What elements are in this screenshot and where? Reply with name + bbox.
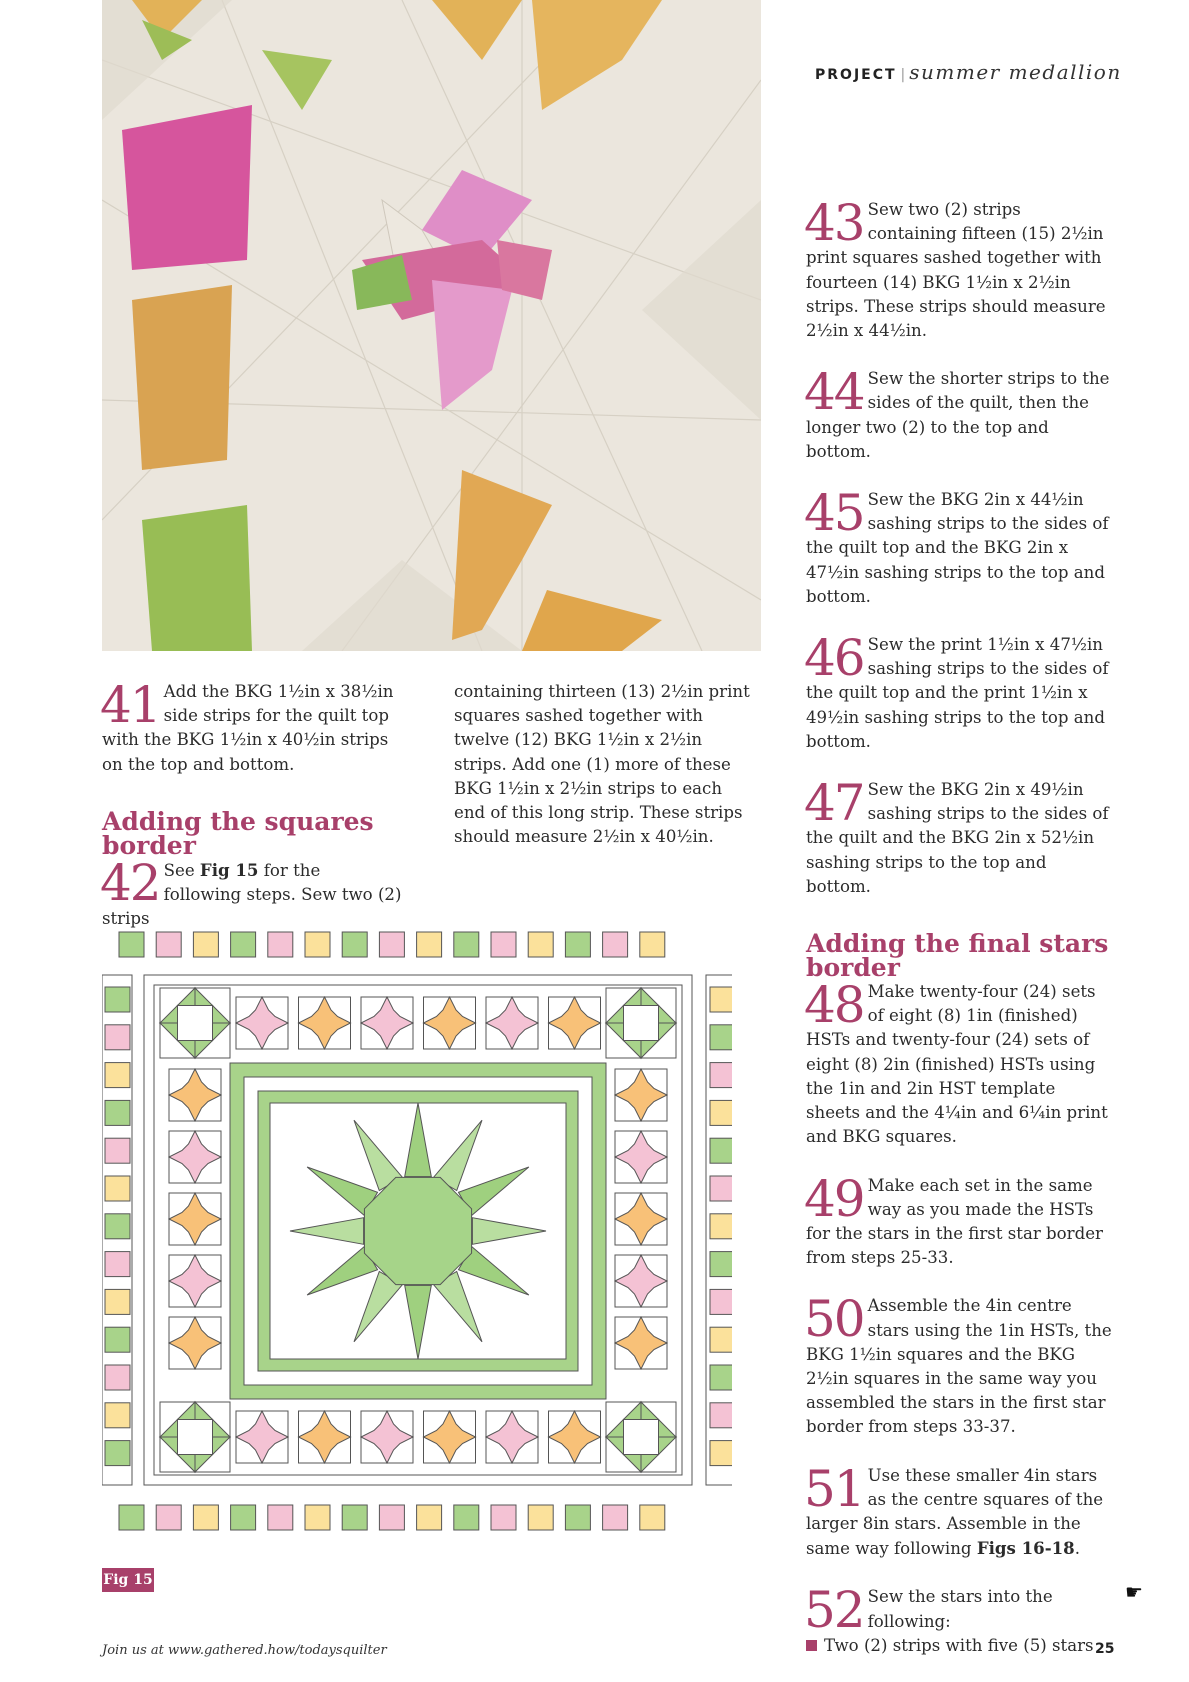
fig-15-diagram	[102, 915, 732, 1547]
section-heading-squares: Adding the squares border	[102, 806, 374, 860]
border-square	[417, 932, 442, 957]
border-square	[105, 1441, 130, 1466]
corner-star-center	[624, 1420, 659, 1455]
border-square	[105, 1403, 130, 1428]
border-square	[710, 1214, 732, 1239]
border-square	[105, 1365, 130, 1390]
step-text: Sew the BKG 2in x 49½in sashing strips to the sides of the quilt and the BKG 2in x 52½in sashing strips to the top and bottom.	[806, 780, 1109, 896]
border-square	[491, 1505, 516, 1530]
step-number: 42	[100, 853, 160, 912]
column-right	[804, 194, 1114, 1658]
border-square	[640, 1505, 665, 1530]
step-number: 47	[804, 774, 864, 833]
border-square	[105, 1214, 130, 1239]
border-square	[379, 1505, 404, 1530]
border-square	[565, 1505, 590, 1530]
border-square	[710, 1252, 732, 1277]
border-square	[710, 1063, 732, 1088]
step-text-pre: Use these smaller 4in stars as the centre squares of the larger 8in stars. Assemble in the same way following	[806, 1465, 1104, 1559]
border-square	[305, 1505, 330, 1530]
step-text-post: for the following steps. Sew two (2) strips	[102, 860, 402, 929]
border-square	[710, 1176, 732, 1201]
column-left	[100, 676, 402, 931]
step-number: 46	[804, 629, 864, 688]
border-square	[710, 1327, 732, 1352]
page-number: 25	[1095, 1641, 1115, 1657]
step-text: Sew the print 1½in x 47½in sashing strips to the sides of the quilt top and the print 1½in x 49½in sashing strips to the top and bottom.	[806, 635, 1109, 751]
border-square	[105, 1252, 130, 1277]
border-square	[105, 1025, 130, 1050]
step-number: 44	[804, 363, 864, 422]
border-square	[193, 1505, 218, 1530]
step-52	[804, 1581, 1114, 1640]
border-square	[105, 1327, 130, 1352]
border-square	[710, 1138, 732, 1163]
step-50	[804, 1290, 1114, 1439]
step-number: 45	[804, 484, 864, 543]
border-square	[710, 987, 732, 1012]
section-heading-final: Adding the final stars border	[806, 929, 1109, 983]
border-square	[528, 1505, 553, 1530]
border-square	[193, 932, 218, 957]
step-number: 48	[804, 976, 864, 1035]
step-text: Sew two (2) strips containing fifteen (15) 2½in print squares sashed together with fourteen (14) BKG 1½in x 2½in strips. These strips should measure 2½in x 44½in.	[806, 200, 1106, 341]
border-square	[710, 1403, 732, 1428]
step-42-continued: containing thirteen (13) 2½in print squares sashed together with twelve (12) BKG 1½in x 2½in strips. Add one (1) more of these BKG 1½in x 2½in strips to each end of this long strip. These strips should measure 2½in x 40½in.	[454, 682, 750, 847]
step-44	[804, 363, 1114, 464]
step-text: Sew the BKG 2in x 44½in sashing strips to the sides of the quilt top and the BKG 2in x 47½in sashing strips to the top and bottom.	[806, 490, 1109, 606]
border-square	[119, 1505, 144, 1530]
step-text-pre: See	[163, 860, 200, 880]
border-square	[156, 1505, 181, 1530]
border-square	[105, 1289, 130, 1314]
bullet-text: Two (2) strips with five (5) stars	[824, 1635, 1094, 1655]
border-square	[528, 932, 553, 957]
step-47	[804, 774, 1114, 899]
step-number: 43	[804, 194, 864, 252]
running-header	[815, 60, 1122, 84]
step-text: Make twenty-four (24) sets of eight (8) 1in (finished) HSTs and twenty-four (24) sets of eight (8) 2in (finished) HSTs using the 1in and 2in HST template sheets and the 4¼in and 6¼in print and BKG squares.	[806, 982, 1108, 1147]
header-separator: |	[900, 67, 906, 83]
step-number: 51	[804, 1459, 864, 1518]
step-number: 52	[804, 1581, 864, 1640]
border-square	[105, 1176, 130, 1201]
step-41	[100, 676, 402, 777]
centre-star-octagon	[364, 1177, 471, 1284]
border-square	[268, 1505, 293, 1530]
step-45	[804, 484, 1114, 609]
step-43	[804, 194, 1114, 343]
border-square	[268, 932, 293, 957]
corner-star-center	[178, 1006, 213, 1041]
step-text: Sew the shorter strips to the sides of the quilt, then the longer two (2) to the top and bottom.	[806, 369, 1110, 461]
border-square	[231, 932, 256, 957]
border-square	[603, 1505, 628, 1530]
step-text: Make each set in the same way as you made the HSTs for the stars in the first star border from steps 25-33.	[806, 1175, 1103, 1268]
header-subtitle: summer medallion	[909, 60, 1122, 84]
step-text: Sew the stars into the following:	[867, 1587, 1053, 1631]
border-square	[342, 932, 367, 957]
step-46	[804, 629, 1114, 754]
footer-url: Join us at www.gathered.how/todaysquilter	[102, 1643, 387, 1658]
step-text: Assemble the 4in centre stars using the 1in HSTs, the BKG 1½in squares and the BKG 2½in squares in the same way you assembled the stars in the first star border from steps 33-37.	[806, 1296, 1112, 1437]
bullet-item	[806, 1634, 1114, 1658]
bullet-square-icon	[806, 1640, 817, 1651]
header-project-label: PROJECT	[815, 67, 897, 83]
step-text-ref: Figs 16-18	[976, 1538, 1075, 1559]
border-square	[305, 932, 330, 957]
border-square	[156, 932, 181, 957]
step-48	[804, 976, 1114, 1149]
border-square	[417, 1505, 442, 1530]
border-square	[454, 932, 479, 957]
step-text-ref: Fig 15	[199, 859, 259, 880]
step-number: 50	[804, 1290, 864, 1349]
border-square	[231, 1505, 256, 1530]
border-square	[105, 987, 130, 1012]
pointing-hand-icon: ☛	[1125, 1580, 1143, 1604]
step-51	[804, 1459, 1114, 1562]
border-square	[105, 1100, 130, 1125]
border-square	[710, 1441, 732, 1466]
border-square	[342, 1505, 367, 1530]
border-square	[379, 932, 404, 957]
corner-star-center	[178, 1420, 213, 1455]
border-square	[710, 1025, 732, 1050]
figure-label: Fig 15	[102, 1568, 154, 1592]
border-square	[640, 932, 665, 957]
border-square	[491, 932, 516, 957]
border-square	[710, 1289, 732, 1314]
quilt-photo	[102, 0, 761, 651]
border-square	[603, 932, 628, 957]
border-square	[565, 932, 590, 957]
step-number: 49	[804, 1169, 864, 1228]
corner-star-center	[624, 1006, 659, 1041]
border-square	[119, 932, 144, 957]
border-square	[105, 1063, 130, 1088]
step-49	[804, 1169, 1114, 1271]
column-middle	[454, 680, 754, 849]
border-square	[710, 1100, 732, 1125]
border-square	[710, 1365, 732, 1390]
border-square	[105, 1138, 130, 1163]
step-text: Add the BKG 1½in x 38½in side strips for the quilt top with the BKG 1½in x 40½in strips on the top and bottom.	[102, 682, 394, 774]
step-number: 41	[100, 676, 160, 734]
step-text-post: .	[1074, 1539, 1080, 1559]
border-square	[454, 1505, 479, 1530]
